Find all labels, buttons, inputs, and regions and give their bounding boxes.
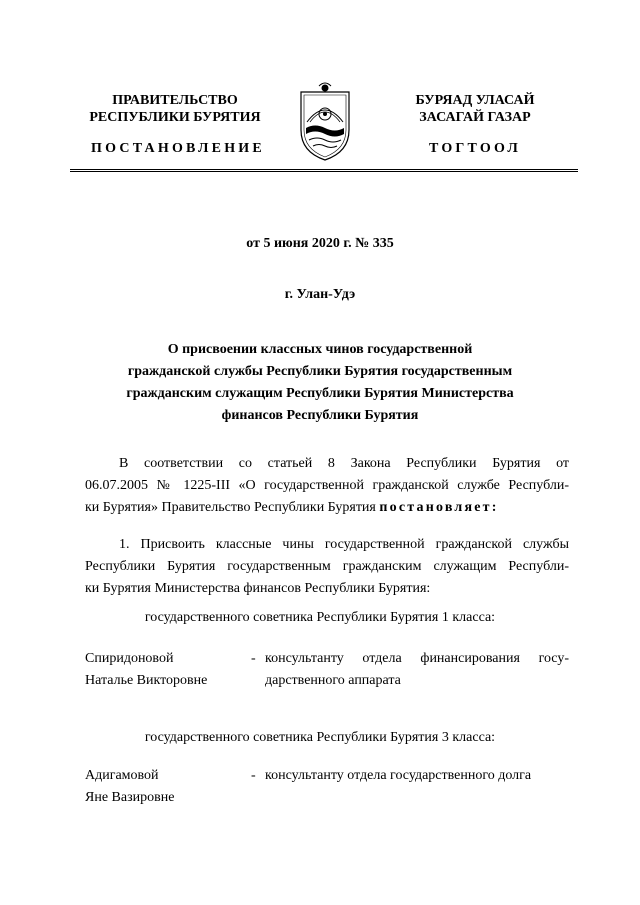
separator-dash: - [251, 651, 256, 666]
document-date-number: от 5 июня 2020 г. № 335 [246, 236, 394, 251]
coat-of-arms-buryatia-icon [297, 78, 353, 162]
position-line2: дарственного аппарата [265, 673, 401, 688]
title-line1: О присвоении классных чинов государственной [167, 342, 473, 357]
doc-type-buryat: ТОГТООЛ [428, 141, 522, 156]
class-rank-title: государственного советника Республики Бурятия 1 класса: [144, 610, 496, 625]
employee-surname: Адигамовой [85, 768, 159, 783]
separator-dash: - [251, 768, 256, 783]
p2-line2: Республики Бурятия государственным гражданским служащим Республи- [85, 559, 569, 574]
header-government-name [70, 92, 280, 126]
position-line1: консультанту отдела государственного долга [265, 768, 532, 783]
header-divider [70, 169, 578, 172]
header-government-name-buryat [375, 92, 575, 126]
title-line2: гражданской службы Республики Бурятия государственным [127, 364, 513, 379]
header-left-line1: ПРАВИТЕЛЬСТВО [112, 93, 238, 108]
header-right-line2: ЗАСАГАЙ ГАЗАР [419, 110, 531, 125]
p1-line2: 06.07.2005 № 1225-III «О государственной гражданской службе Республи- [85, 478, 569, 493]
employee-position [265, 648, 569, 692]
p1-line1: В соответствии со статьей 8 Закона Республики Бурятия от [119, 456, 569, 471]
p1-line3: ки Бурятия» Правительство Республики Бурятия [85, 500, 380, 515]
document-title [100, 339, 540, 427]
employee-name [85, 648, 245, 692]
header-left-line2: РЕСПУБЛИКИ БУРЯТИЯ [89, 110, 261, 125]
document-city: г. Улан-Удэ [284, 287, 356, 302]
header-right-line1: БУРЯАД УЛАСАЙ [415, 93, 535, 108]
employee-name [85, 765, 245, 809]
title-line4: финансов Республики Бурятия [221, 408, 419, 423]
employee-position [265, 765, 569, 787]
clause-1-paragraph [85, 534, 569, 600]
doc-type-russian: ПОСТАНОВЛЕНИЕ [91, 141, 265, 156]
preamble-paragraph [85, 453, 569, 519]
employee-given-name: Наталье Викторовне [85, 673, 208, 688]
class-rank-title: государственного советника Республики Бурятия 3 класса: [144, 730, 496, 745]
resolves-word: постановляет: [379, 500, 499, 515]
employee-given-name: Яне Вазировне [85, 790, 175, 805]
employee-surname: Спиридоновой [85, 651, 174, 666]
title-line3: гражданским служащим Республики Бурятия Министерства [126, 386, 514, 401]
position-line1: консультанту отдела финансирования госу- [265, 651, 569, 666]
p2-line1: 1. Присвоить классные чины государственной гражданской службы [119, 537, 569, 552]
p2-line3: ки Бурятия Министерства финансов Республики Бурятия: [85, 581, 431, 596]
